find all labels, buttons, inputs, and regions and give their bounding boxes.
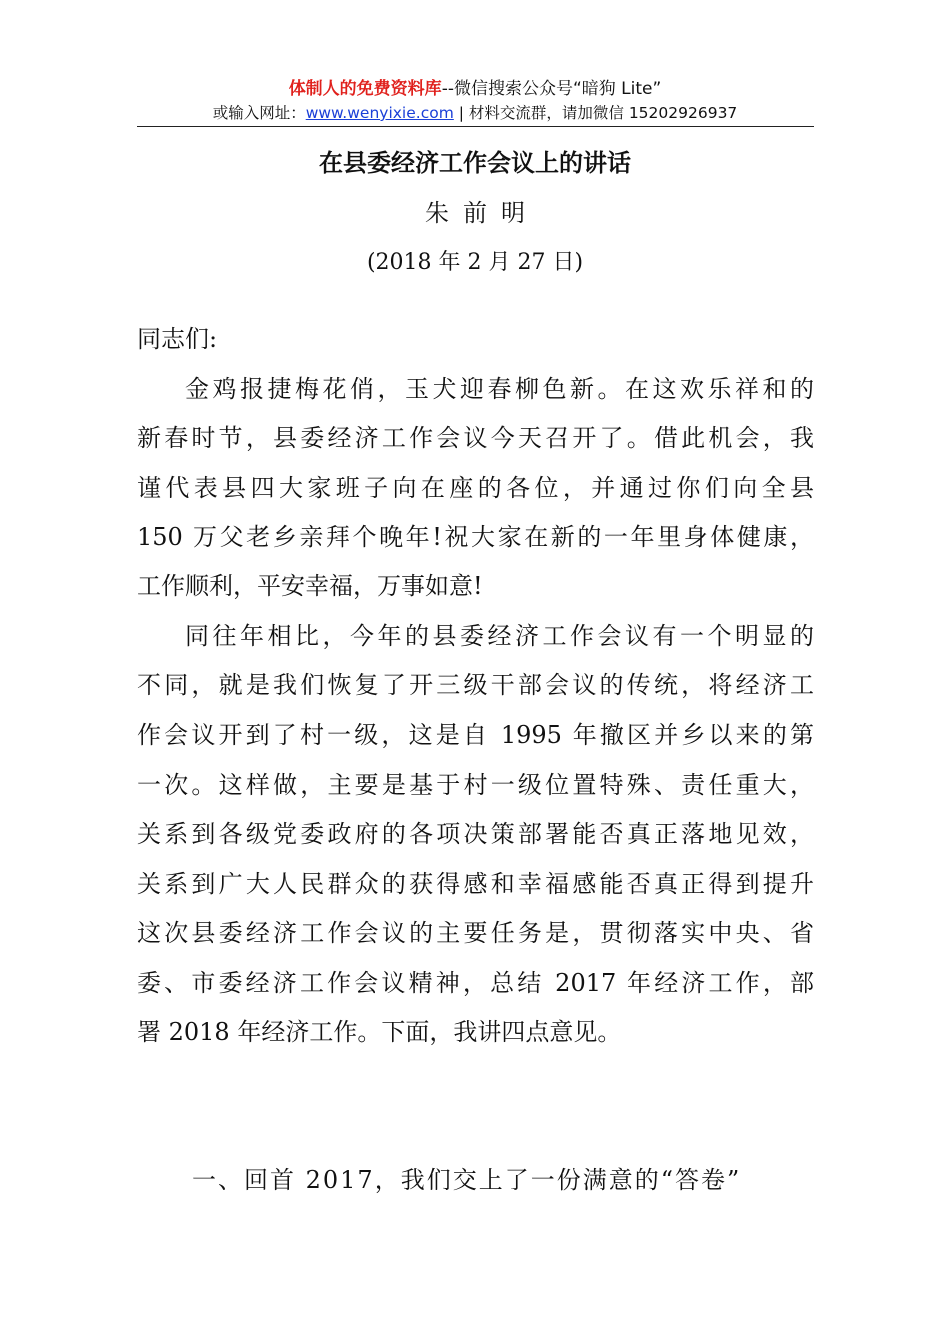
paragraph-line: 不同，就是我们恢复了开三级干部会议的传统，将经济工 <box>137 671 814 699</box>
watermark-contact: | 材料交流群，请加微信 15202926937 <box>453 104 738 122</box>
watermark-tagline: --微信搜索公众号“暗狗 Lite” <box>441 79 662 99</box>
paragraph-line: 同往年相比，今年的县委经济工作会议有一个明显的 <box>185 622 814 650</box>
watermark-brand: 体制人的免费资料库 <box>288 79 442 99</box>
watermark-header-line2 <box>0 103 950 123</box>
paragraph-line: 一次。这样做，主要是基于村一级位置特殊、责任重大， <box>137 771 814 799</box>
paragraph-line: 工作顺利，平安幸福，万事如意! <box>137 572 483 600</box>
paragraph-line: 谨代表县四大家班子向在座的各位，并通过你们向全县 <box>137 474 814 502</box>
paragraph-line: 金鸡报捷梅花俏，玉犬迎春柳色新。在这欢乐祥和的 <box>185 375 814 403</box>
paragraph-line: 150 万父老乡亲拜个晚年!祝大家在新的一年里身体健康， <box>137 523 814 551</box>
document-title: 在县委经济工作会议上的讲话 <box>319 149 631 177</box>
salutation: 同志们: <box>137 325 218 353</box>
paragraph-line: 作会议开到了村一级，这是自 1995 年撤区并乡以来的第 <box>137 721 814 749</box>
paragraph-line: 关系到广大人民群众的获得感和幸福感能否真正得到提升 <box>137 870 814 898</box>
section-heading: 一、回首 2017，我们交上了一份满意的“答卷” <box>192 1166 742 1194</box>
watermark-header-line1 <box>0 78 950 100</box>
document-author: 朱前明 <box>425 199 539 227</box>
paragraph-line: 这次县委经济工作会议的主要任务是，贯彻落实中央、省 <box>137 919 814 947</box>
paragraph-line: 新春时节，县委经济工作会议今天召开了。借此机会，我 <box>137 424 814 452</box>
paragraph-line: 关系到各级党委政府的各项决策部署能否真正落地见效， <box>137 820 814 848</box>
watermark-url-prefix: 或输入网址： <box>212 104 306 122</box>
document-date: (2018 年 2 月 27 日) <box>366 250 584 275</box>
paragraph-line: 署 2018 年经济工作。下面，我讲四点意见。 <box>137 1018 622 1046</box>
paragraph-line: 委、市委经济工作会议精神，总结 2017 年经济工作，部 <box>137 969 814 997</box>
watermark-url-link[interactable]: www.wenyixie.com <box>305 104 454 122</box>
header-divider <box>137 126 814 127</box>
